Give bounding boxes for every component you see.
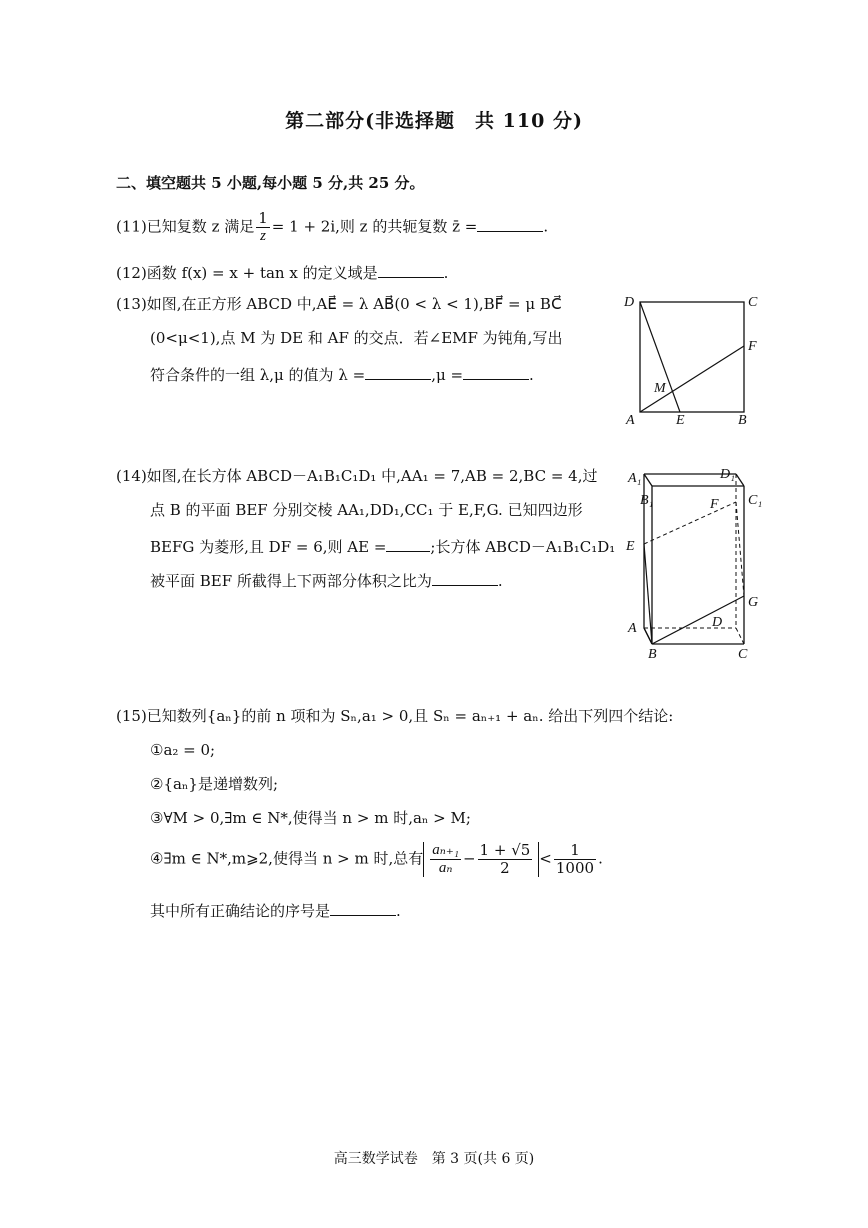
q11-end: .: [543, 217, 549, 236]
q14-end: .: [497, 572, 503, 590]
segment-fg-hidden: [736, 502, 744, 596]
q15-conclusion-4: [150, 842, 603, 877]
q12-end: .: [443, 264, 449, 282]
label-f: F: [710, 497, 719, 512]
q13-line-3: [150, 364, 534, 385]
label-m: M: [654, 381, 666, 396]
q15-answer-end: .: [396, 902, 401, 920]
segment-af: [640, 346, 744, 412]
q14-number: (14): [116, 467, 147, 485]
label-a: A: [626, 413, 635, 428]
question-11: [116, 210, 548, 245]
label-a: A: [628, 621, 637, 636]
q14-line-1: [116, 466, 597, 486]
label-d1: D₁: [720, 467, 735, 482]
label-c: C: [738, 647, 748, 662]
question-12: [116, 262, 448, 283]
segment-ef-hidden: [644, 502, 736, 544]
q11-frac-den: z: [260, 228, 266, 244]
q15-line-1: [116, 706, 673, 726]
label-d: D: [624, 295, 635, 310]
q11-post: = 1 + 2i,则 z 的共轭复数 z̄ =: [271, 217, 478, 236]
q15-c4-frac-2-num: 1 + √5: [479, 841, 531, 859]
label-d: D: [712, 615, 723, 630]
q15-conclusion-3: ③∀M > 0,∃m ∈ N*,使得当 n > m 时,aₙ > M;: [150, 809, 471, 827]
q13-lambda-label: 符合条件的一组 λ,μ 的值为 λ =: [150, 366, 366, 384]
q13-line-2: (0<μ<1),点 M 为 DE 和 AF 的交点．若∠EMF 为钝角,写出: [150, 329, 563, 347]
q11-number: (11): [116, 217, 147, 236]
q12-text: 函数 f(x) = x + tan x 的定义域是: [146, 264, 378, 282]
q15-c4-frac-3-den: 1000: [555, 859, 595, 877]
q15-c4-lt: <: [539, 849, 552, 868]
q13-end: .: [529, 366, 534, 384]
edge-d1c1: [736, 474, 744, 486]
q14-line-4: [150, 570, 503, 591]
q15-c4-frac-3: [554, 842, 596, 877]
q15-c4-text: ④∃m ∈ N*,m⩾2,使得当 n > m 时,总有: [150, 849, 424, 868]
q14-text-1: 如图,在长方体 ABCD－A₁B₁C₁D₁ 中,AA₁ = 7,AB = 2,BC = 4,过: [146, 467, 598, 485]
q15-c4-end: .: [598, 849, 603, 868]
q14-line-3: [150, 536, 615, 557]
q15-c4-frac-1-den: aₙ: [438, 860, 453, 876]
q15-c4-minus: −: [462, 849, 476, 868]
label-c1: C₁: [748, 493, 763, 508]
q13-line-1: [116, 294, 562, 314]
q15-c4-absolute: [423, 842, 539, 877]
q13-lambda-blank[interactable]: [365, 364, 431, 380]
label-f: F: [748, 339, 757, 354]
q15-c4-frac-1-num: aₙ₊₁: [432, 842, 459, 858]
q13-mu-blank[interactable]: [463, 364, 529, 380]
edge-dc-hidden: [736, 628, 744, 644]
square-figure: [620, 290, 770, 430]
label-c: C: [748, 295, 758, 310]
q15-c4-frac-2-den: 2: [500, 859, 510, 877]
q15-conclusion-2: ②{aₙ}是递增数列;: [150, 775, 279, 793]
q13-text-1: 如图,在正方形 ABCD 中,AE⃗ = λ AB⃗(0 < λ < 1),BF⃗ = μ BC⃗: [146, 295, 562, 313]
q15-answer-blank[interactable]: [330, 900, 396, 916]
q11-pre: 已知复数 z 满足: [146, 217, 255, 236]
q11-fraction: [256, 210, 270, 245]
q15-c4-frac-3-num: 1: [554, 842, 596, 860]
q13-mu-label: ,μ =: [431, 366, 464, 384]
q15-answer-label: 其中所有正确结论的序号是: [150, 902, 331, 920]
q14-ratio-blank[interactable]: [432, 570, 498, 586]
q14-text-3b: ;长方体 ABCD－A₁B₁C₁D₁: [430, 538, 616, 556]
q15-number: (15): [116, 707, 147, 725]
q11-frac-num: 1: [258, 209, 268, 227]
page-footer: 高三数学试卷 第 3 页(共 6 页): [333, 1151, 535, 1167]
q12-number: (12): [116, 264, 147, 282]
page-title: 第二部分(非选择题 共 110 分): [285, 110, 583, 132]
label-b: B: [648, 647, 657, 662]
q14-ratio-label: 被平面 BEF 所截得上下两部分体积之比为: [150, 572, 432, 590]
q15-c4-frac-1: [430, 842, 461, 877]
label-b: B: [738, 413, 747, 428]
q11-answer-blank[interactable]: [477, 216, 543, 232]
segment-bg: [652, 596, 744, 644]
q13-number: (13): [116, 295, 147, 313]
cuboid-figure: [620, 460, 770, 666]
label-g: G: [748, 595, 759, 610]
section-header: 二、填空题共 5 小题,每小题 5 分,共 25 分。: [116, 174, 425, 192]
q14-ae-blank[interactable]: [386, 536, 430, 552]
label-b1: B₁: [640, 493, 654, 508]
q14-line-2: 点 B 的平面 BEF 分别交棱 AA₁,DD₁,CC₁ 于 E,F,G. 已知四边形: [150, 501, 583, 519]
label-e: E: [676, 413, 685, 428]
q12-answer-blank[interactable]: [378, 262, 444, 278]
q15-conclusion-1: ①a₂ = 0;: [150, 741, 216, 759]
label-a1: A₁: [628, 471, 642, 486]
q14-ae-label: BEFG 为菱形,且 DF = 6,则 AE =: [150, 538, 387, 556]
q15-c4-frac-2: [478, 842, 533, 877]
q15-text-1: 已知数列{aₙ}的前 n 项和为 Sₙ,a₁ > 0,且 Sₙ = aₙ₊₁ + aₙ. 给出下列四个结论:: [146, 707, 674, 725]
q15-answer-line: [150, 900, 401, 921]
label-e: E: [626, 539, 635, 554]
